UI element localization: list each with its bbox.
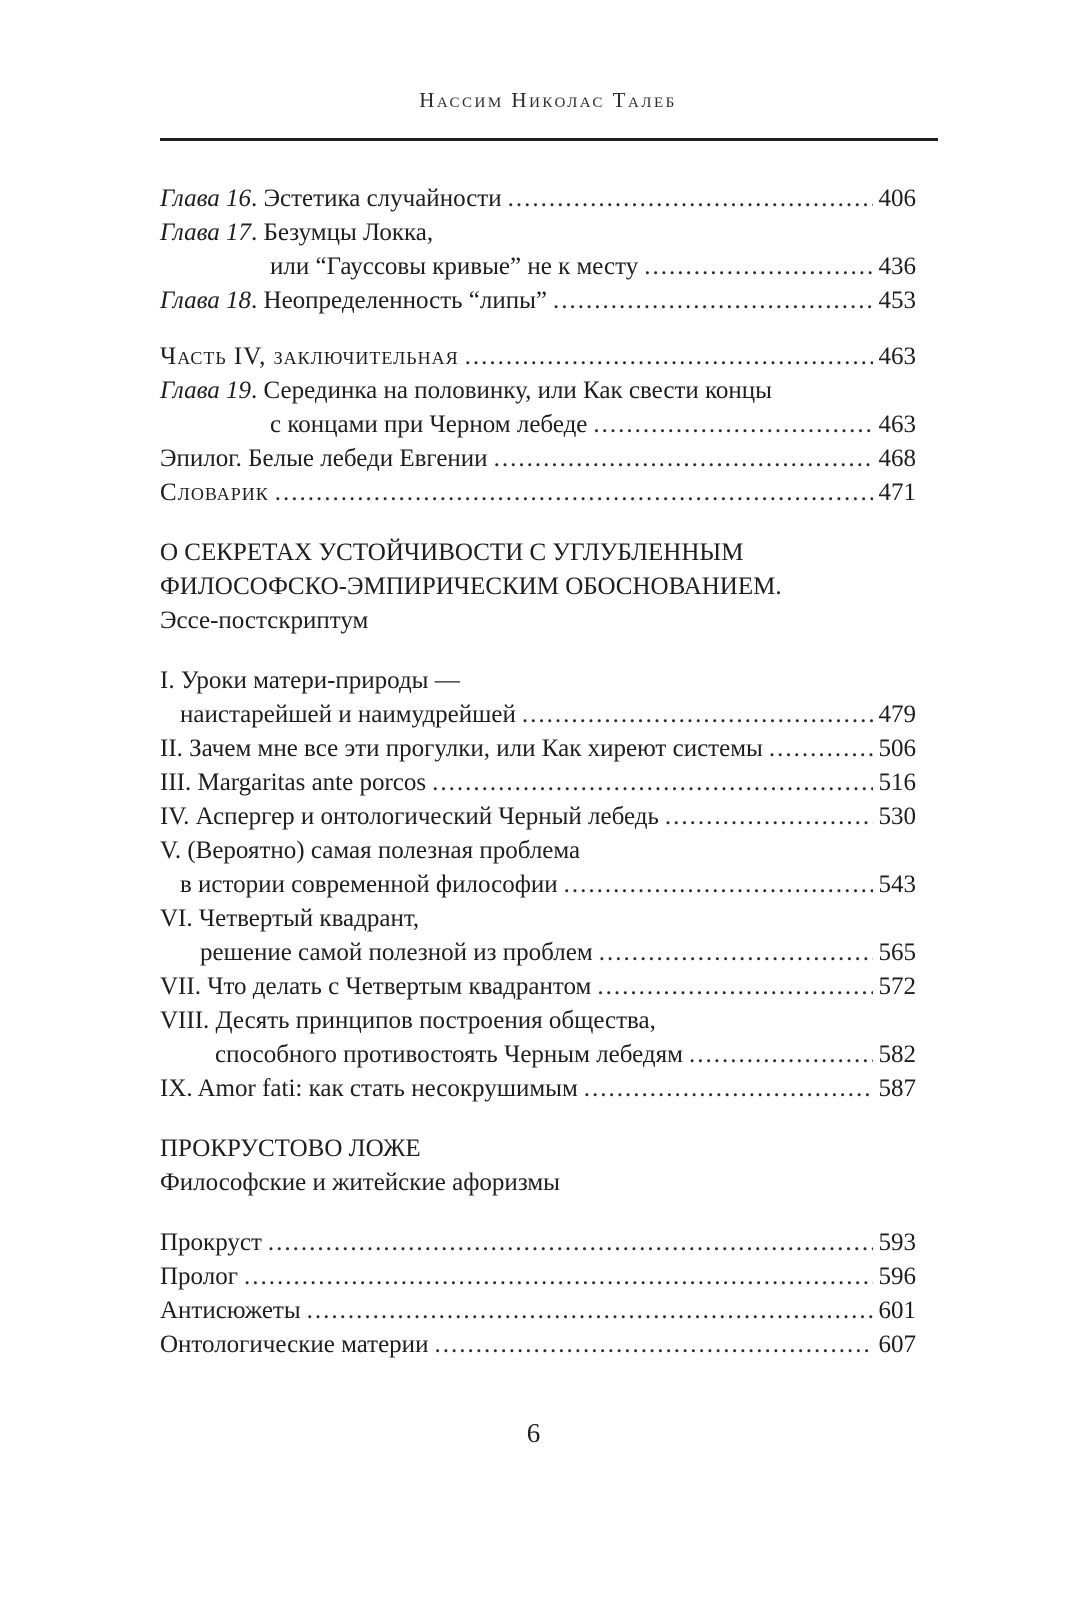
page-ref: 479 xyxy=(878,701,916,728)
toc-entry: Глава 16. Эстетика случайности ..... 406 xyxy=(160,182,916,216)
chapter-label: Глава 16 xyxy=(160,185,252,212)
toc-entry xyxy=(160,408,916,442)
entry-title: III. Margaritas ante porcos xyxy=(160,769,427,796)
toc-entry xyxy=(160,1294,916,1328)
page-ref: 436 xyxy=(878,253,916,280)
toc-entry-line1: I. Уроки матери-природы — xyxy=(160,667,460,694)
entry-title-cont: решение самой полезной из проблем xyxy=(200,939,593,966)
section-subtitle: Философские и житейские афоризмы xyxy=(160,1169,560,1196)
page-ref: 468 xyxy=(878,445,916,472)
toc-entry xyxy=(160,868,916,902)
entry-title: Онтологические материи xyxy=(160,1331,429,1358)
leader-dots xyxy=(584,1072,873,1106)
leader-dots xyxy=(244,1260,873,1294)
chapter-title: Серединка на половинку, или Как свести концы xyxy=(263,377,772,404)
glossary-title: Словарик xyxy=(160,479,269,506)
toc-entry xyxy=(160,1328,916,1362)
essay-heading xyxy=(160,536,916,638)
leader-dots xyxy=(465,340,873,374)
leader-dots xyxy=(268,1226,873,1260)
chapter-label: Глава 17 xyxy=(160,219,252,246)
toc-part4 xyxy=(160,340,916,510)
toc-entry xyxy=(160,970,916,1004)
leader-dots xyxy=(434,1328,872,1362)
essay-items xyxy=(160,664,916,1106)
entry-title-cont: способного противостоять Черным лебедям xyxy=(215,1041,683,1068)
header-rule xyxy=(160,138,938,141)
toc-entry xyxy=(160,1226,916,1260)
leader-dots xyxy=(564,868,873,902)
toc-entry xyxy=(160,1038,916,1072)
toc-entry xyxy=(160,1072,916,1106)
entry-title: II. Зачем мне все эти прогулки, или Как хиреют системы xyxy=(160,735,763,762)
toc-entry-line1: Глава 17. Безумцы Локка, xyxy=(160,219,434,246)
entry-title: Прокруст xyxy=(160,1229,262,1256)
leader-dots xyxy=(599,936,873,970)
toc-entry-line1: V. (Вероятно) самая полезная проблема xyxy=(160,837,581,864)
toc-entry xyxy=(160,800,916,834)
page-ref: 471 xyxy=(878,479,916,506)
page-ref: 596 xyxy=(878,1263,916,1290)
page-ref: 587 xyxy=(878,1075,916,1102)
toc-entry-line1: VIII. Десять принципов построения общества, xyxy=(160,1007,656,1034)
section-heading: ПРОКРУСТОВО ЛОЖЕ xyxy=(160,1135,421,1162)
leader-dots xyxy=(508,182,873,216)
page-ref: 406 xyxy=(878,185,916,212)
page-ref: 543 xyxy=(878,871,916,898)
chapter-title: Безумцы Локка, xyxy=(263,219,434,246)
entry-title: Антисюжеты xyxy=(160,1297,301,1324)
page-ref: 516 xyxy=(878,769,916,796)
leader-dots xyxy=(494,442,873,476)
section-heading-line2: ФИЛОСОФСКО-ЭМПИРИЧЕСКИМ ОБОСНОВАНИЕМ. xyxy=(160,573,782,600)
toc-part-entry xyxy=(160,340,916,374)
toc-entry xyxy=(160,250,916,284)
entry-title-cont: наистарейшей и наимудрейшей xyxy=(180,701,516,728)
leader-dots xyxy=(644,250,872,284)
toc-entry-line1: Глава 19. Серединка на половинку, или Как свести концы xyxy=(160,377,772,404)
page-ref: 572 xyxy=(878,973,916,1000)
toc-entry xyxy=(160,732,916,766)
leader-dots xyxy=(689,1038,873,1072)
toc-entry: Глава 18. Неопределенность “липы” ..... 453 xyxy=(160,284,916,318)
chapter-title-cont: с концами при Черном лебеде xyxy=(270,411,588,438)
section-subtitle: Эссе-постскриптум xyxy=(160,607,369,634)
procrustes-heading xyxy=(160,1132,916,1200)
toc-entry xyxy=(160,442,916,476)
table-of-contents xyxy=(160,182,916,1384)
chapter-label: Глава 19 xyxy=(160,377,252,404)
toc-part3-chapters xyxy=(160,182,916,318)
toc-entry xyxy=(160,476,916,510)
toc-entry xyxy=(160,698,916,732)
leader-dots xyxy=(307,1294,873,1328)
page-ref: 593 xyxy=(878,1229,916,1256)
chapter-title-cont: или “Гауссовы кривые” не к месту xyxy=(270,253,639,280)
page-number: 6 xyxy=(526,1418,541,1448)
page-ref: 463 xyxy=(878,411,916,438)
leader-dots xyxy=(553,284,873,318)
leader-dots xyxy=(593,408,872,442)
section-heading-line1: О СЕКРЕТАХ УСТОЙЧИВОСТИ С УГЛУБЛЕННЫМ xyxy=(160,539,744,566)
toc-entry xyxy=(160,766,916,800)
page-ref: 530 xyxy=(878,803,916,830)
leader-dots xyxy=(665,800,873,834)
leader-dots xyxy=(275,476,873,510)
page-ref: 565 xyxy=(878,939,916,966)
toc-entry xyxy=(160,1260,916,1294)
entry-title: Пролог xyxy=(160,1263,238,1290)
page-ref: 506 xyxy=(878,735,916,762)
leader-dots xyxy=(432,766,872,800)
entry-title-cont: в истории современной философии xyxy=(180,871,558,898)
running-header: Нассим Николас Талеб xyxy=(419,88,677,112)
page-ref: 453 xyxy=(878,287,916,314)
leader-dots xyxy=(597,970,872,1004)
leader-dots xyxy=(769,732,873,766)
chapter-label: Глава 18 xyxy=(160,287,252,314)
entry-title: IX. Amor fati: как стать несокрушимым xyxy=(160,1075,578,1102)
page-ref: 463 xyxy=(878,343,916,370)
toc-entry xyxy=(160,936,916,970)
page-ref: 601 xyxy=(878,1297,916,1324)
page-ref: 582 xyxy=(878,1041,916,1068)
page-ref: 607 xyxy=(878,1331,916,1358)
entry-title: VII. Что делать с Четвертым квадрантом xyxy=(160,973,592,1000)
toc-entry-line1: VI. Четвертый квадрант, xyxy=(160,905,420,932)
part-title: Часть IV, заключительная xyxy=(160,343,459,370)
chapter-title: Неопределенность “липы” xyxy=(263,287,547,314)
leader-dots xyxy=(522,698,873,732)
entry-title: IV. Аспергер и онтологический Черный лебедь xyxy=(160,803,659,830)
epilogue-title: Эпилог. Белые лебеди Евгении xyxy=(160,445,488,472)
chapter-title: Эстетика случайности xyxy=(263,185,502,212)
procrustes-items xyxy=(160,1226,916,1362)
